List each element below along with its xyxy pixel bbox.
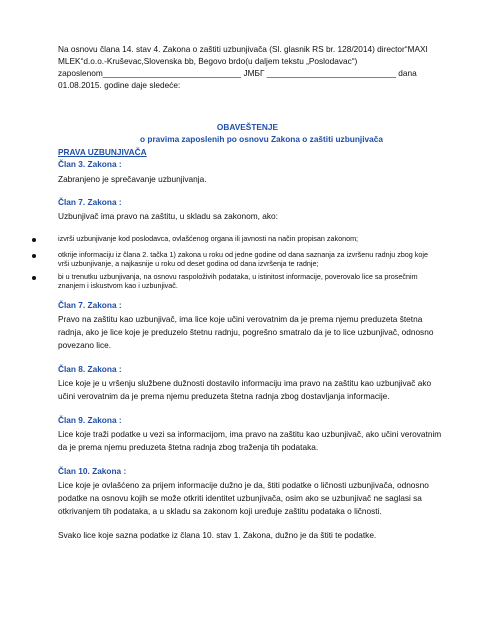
clan7b-line-3: povezano lice.	[58, 340, 112, 350]
clan7a-text: Uzbunjivač ima pravo na zaštitu, u skladu sa zakonom, ako:	[58, 211, 278, 221]
clan7a-bullet-3b: znanjem i iskustvom kao i uzbunjivač.	[58, 281, 178, 290]
clan7a-bullet-3a: bi u trenutku uzbunjivanja, na osnovu raspoloživih podataka, u istinitost informacije, poverovalo lice sa prosečnim	[58, 272, 418, 281]
clan10-line-1: Lice koje je ovlašćeno za prijem informacije dužno je da, štiti podatke o ličnosti uzbunjivača, odnosno	[58, 480, 429, 490]
clan7a-bullet-2b: vrši uzbunjivanje, a najkasnije u roku od deset godina od dana izvršenja te radnje;	[58, 259, 319, 268]
intro-line-2: MLEK“d.o.o.-Kruševac,Slovenska bb, Begovo brdo(u daljem tekstu „Poslodavac“)	[58, 56, 358, 66]
clan7a-bullet-1: izvrši uzbunjivanje kod poslodavca, ovlašćenog organa ili javnosti na način propisan zakonom;	[58, 234, 359, 243]
bullet-dot	[32, 254, 36, 258]
clan7b-line-1: Pravo na zaštitu kao uzbunjivač, ima lice koje učini verovatnim da je prema njemu preduzeta štetna	[58, 314, 423, 324]
clan7a-bullet-2a: otkrije informaciju iz člana 2. tačka 1) zakona u roku od jedne godine od dana saznanja za izvršenu radnju zbog koje	[58, 250, 428, 259]
clan7b-line-2: radnja, ako je lice koje je preduzelo štetnu radnju, pogrešno smatralo da je to lice uzbunjivač, odnosno	[58, 327, 434, 337]
clan10-heading: Član 10. Zakona :	[58, 466, 127, 476]
clan7a-heading: Član 7. Zakona :	[58, 197, 122, 207]
clan10-line-3: otkrivanjem tih podataka, a u skladu sa zakonom koji uređuje zaštitu podataka o ličnosti.	[58, 506, 382, 516]
bullet-dot	[32, 276, 36, 280]
clan8-heading: Član 8. Zakona :	[58, 364, 122, 374]
clan9-line-1: Lice koje traži podatke u vezi sa informacijom, ima pravo na zaštitu kao uzbunjivač, ako učini verovatnim	[58, 429, 442, 439]
clan9-line-2: da je prema njemu preduzeta štetna radnja zbog traženja tih podataka.	[58, 442, 319, 452]
document-title: OBAVEŠTENJE	[216, 122, 279, 132]
closing-text: Svako lice koje sazna podatke iz člana 10. stav 1. Zakona, dužno je da štiti te podatke.	[58, 530, 377, 540]
clan9-heading: Član 9. Zakona :	[58, 415, 122, 425]
clan3-text: Zabranjeno je sprečavanje uzbunjivanja.	[58, 174, 207, 184]
intro-line-4: 01.08.2015. godine daje sledeće:	[58, 80, 181, 90]
bullet-dot	[32, 238, 36, 242]
intro-line-3: zaposlenom______________________________ ЈМБГ ____________________________ dana	[58, 68, 417, 78]
clan10-line-2: podatke na osnovu kojih se može otkriti identitet uzbunjivača, osim ako se uzbunjivač ne saglasi sa	[58, 493, 422, 503]
section-heading: PRAVA UZBUNJIVAČA	[58, 147, 147, 157]
clan3-heading: Član 3. Zakona :	[58, 159, 122, 169]
intro-line-1: Na osnovu člana 14. stav 4. Zakona o zaštiti uzbunjivača (Sl. glasnik RS br. 128/2014) director“MAXI	[58, 44, 428, 54]
clan7b-heading: Član 7. Zakona :	[58, 300, 122, 310]
clan8-line-2: učini verovatnim da je prema njemu preduzeta štetna radnja zbog dostavljanja informacije.	[58, 391, 390, 401]
clan8-line-1: Lice koje je u vršenju službene dužnosti dostavilo informaciju ima pravo na zaštitu kao uzbunjivač ako	[58, 378, 432, 388]
document-subtitle: o pravima zaposlenih po osnovu Zakona o zaštiti uzbunjivača	[140, 134, 383, 144]
